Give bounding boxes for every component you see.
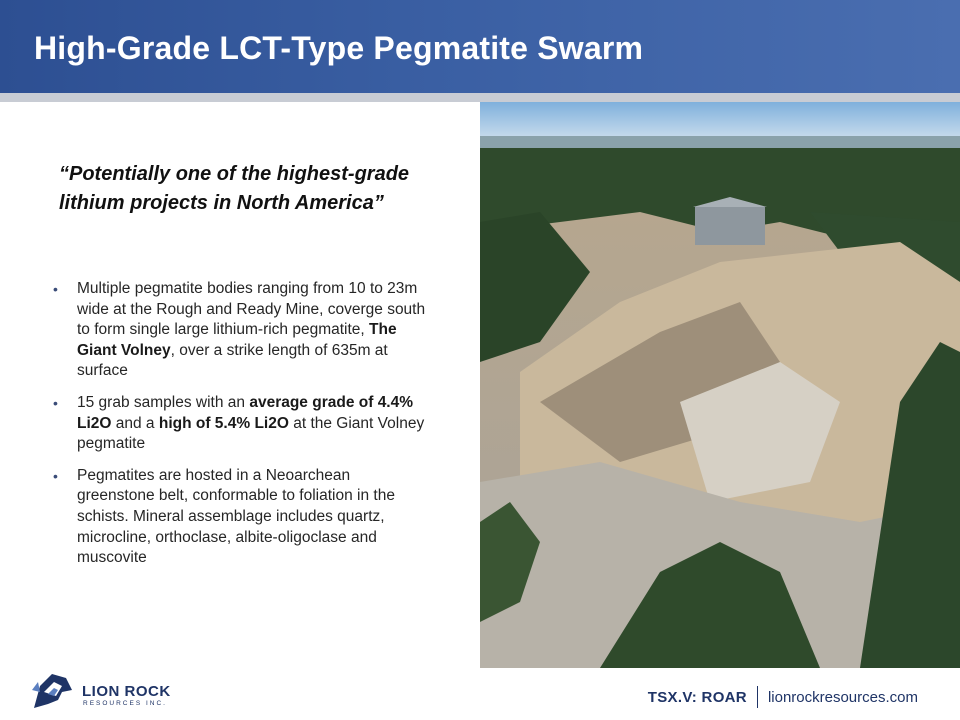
bullet-text: Pegmatites are hosted in a Neoarchean greenstone belt, conformable to foliation in the schists. Mineral assemblage includes quartz, microcline, orthoclase, albite-oligoclase and muscovite — [77, 466, 395, 567]
logo-wordmark: LION ROCK — [82, 683, 171, 700]
bullet-text: 15 grab samples with an — [77, 393, 250, 411]
mine-site-photo — [480, 102, 960, 668]
bullet-text: and a — [111, 414, 159, 432]
bullet-item — [50, 393, 430, 455]
footer-divider — [757, 686, 758, 708]
stock-ticker: TSX.V: ROAR — [647, 688, 747, 706]
logo-subtitle: RESOURCES INC. — [83, 700, 167, 707]
bullet-list — [50, 279, 430, 580]
highlight-quote: “Potentially one of the highest-grade lithium projects in North America” — [59, 163, 410, 214]
bullet-dot: • — [53, 281, 58, 297]
bullet-text: Multiple pegmatite bodies ranging from 10 to 23m wide at the Rough and Ready Mine, coverge south to form single large lithium-rich pegmatite, — [77, 280, 426, 339]
footer — [648, 686, 918, 708]
aerial-photo-illustration — [480, 102, 960, 668]
website-link[interactable]: lionrockresources.com — [767, 688, 918, 706]
company-logo — [30, 670, 240, 712]
bullet-text: , over a strike length of 635m at surface — [77, 341, 388, 380]
header-divider — [0, 93, 960, 102]
bullet-dot: • — [53, 467, 58, 484]
bullet-text: at the Giant Volney pegmatite — [77, 414, 425, 453]
bullet-emphasis: average grade of 4.4% Li2O — [77, 393, 414, 432]
bullet-item — [50, 279, 430, 382]
bullet-emphasis: high of 5.4% Li2O — [158, 414, 289, 432]
page-title: High-Grade LCT-Type Pegmatite Swarm — [34, 30, 644, 66]
bullet-item — [50, 466, 430, 569]
lion-icon — [30, 670, 76, 712]
header-bar — [0, 0, 960, 93]
bullet-dot: • — [53, 394, 58, 411]
bullet-emphasis: The Giant Volney — [77, 321, 397, 359]
